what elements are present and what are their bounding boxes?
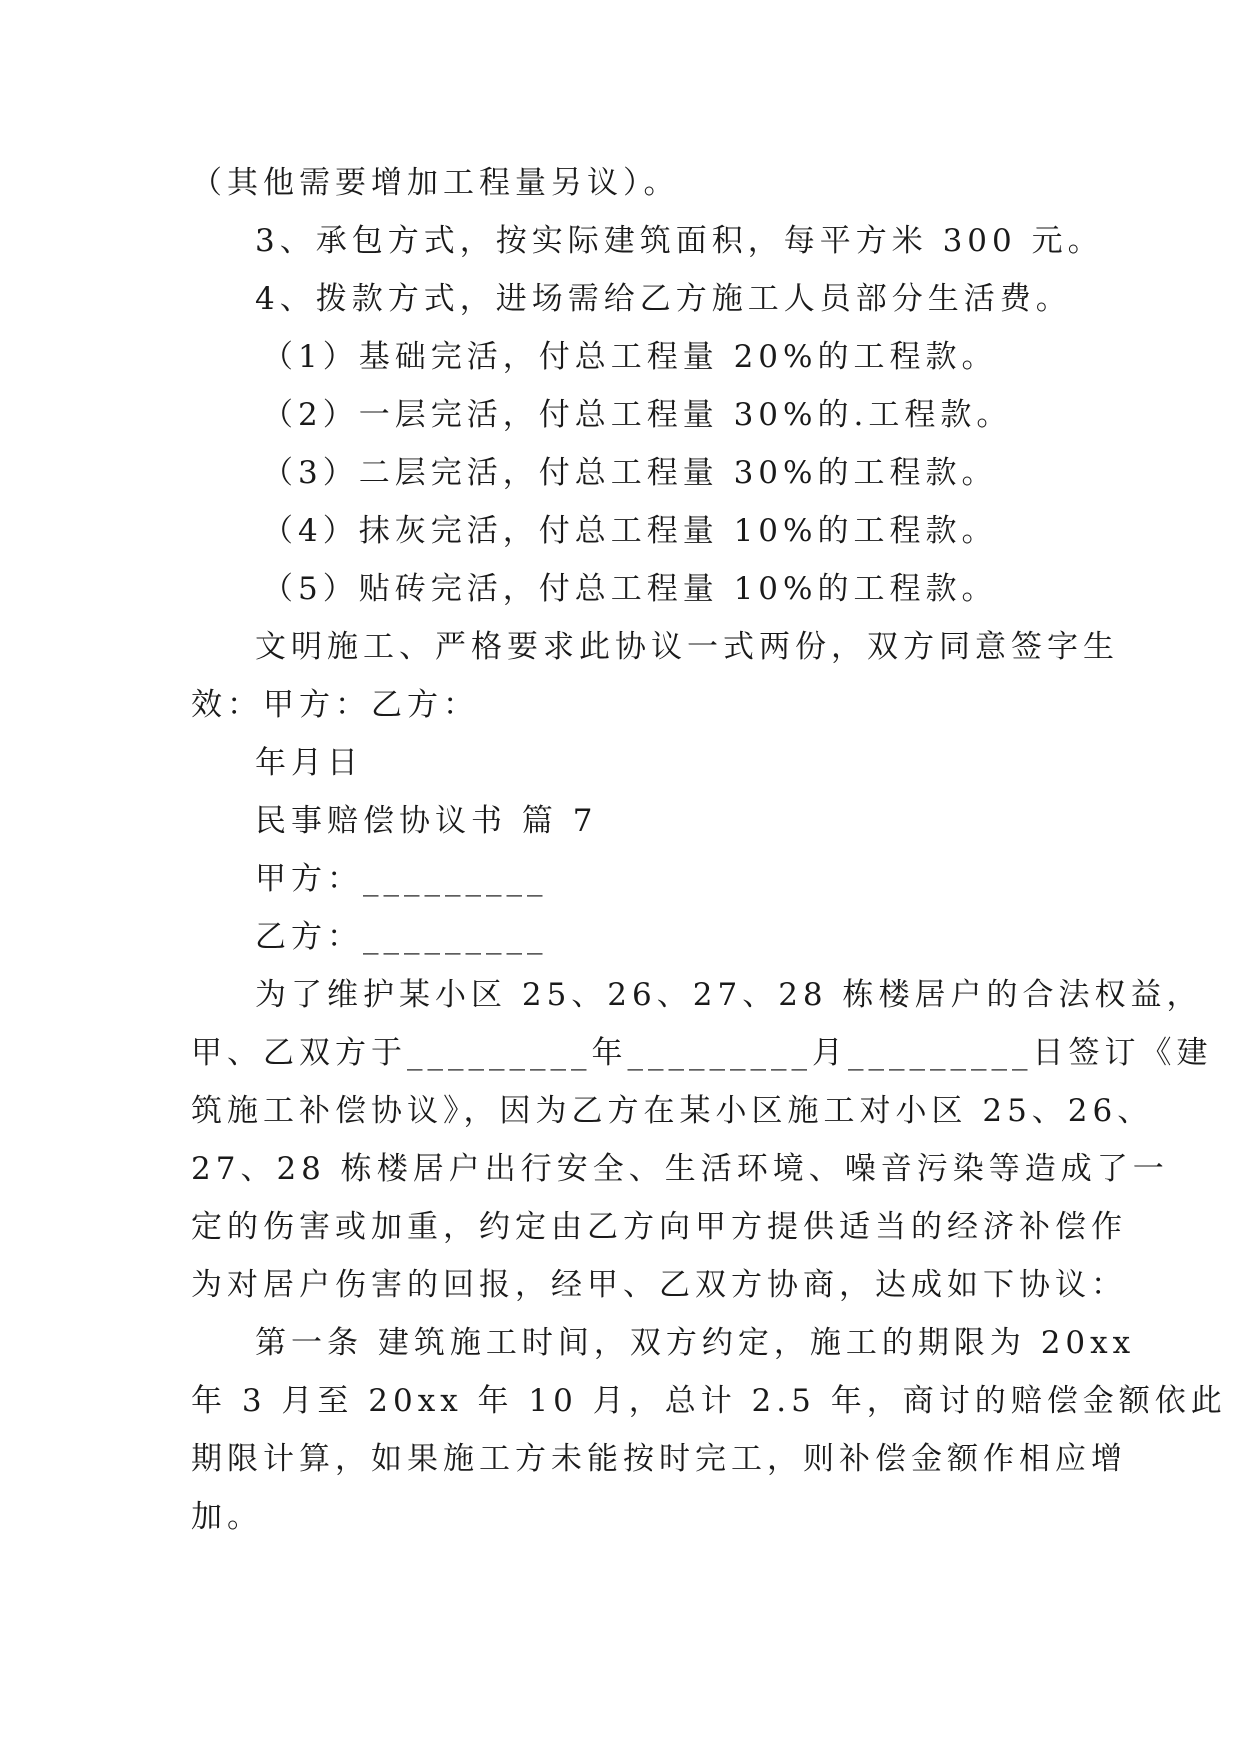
text-line-1: （其他需要增加工程量另议）。 <box>191 165 680 201</box>
text-line-7: （4）抹灰完活，付总工程量 10%的工程款。 <box>262 513 998 549</box>
section-heading: 民事赔偿协议书 篇 7 <box>255 803 598 839</box>
text-line-6: （3）二层完活，付总工程量 30%的工程款。 <box>262 455 998 491</box>
text-line-4: （1）基础完活，付总工程量 20%的工程款。 <box>262 339 998 375</box>
text-line-23: 期限计算，如果施工方未能按时完工，则补偿金额作相应增 <box>191 1441 1127 1477</box>
text-line-15: 为了维护某小区 25、26、27、28 栋楼居户的合法权益， <box>255 977 1203 1013</box>
text-line-14: 乙方：_________ <box>255 919 548 955</box>
text-line-18: 27、28 栋楼居户出行安全、生活环境、噪音污染等造成了一 <box>191 1151 1169 1187</box>
text-line-3: 4、拨款方式，进场需给乙方施工人员部分生活费。 <box>255 281 1072 317</box>
text-line-10: 效：甲方：乙方： <box>191 687 479 723</box>
text-line-22: 年 3 月至 20xx 年 10 月，总计 2.5 年，商讨的赔偿金额依此 <box>191 1383 1227 1419</box>
text-line-2: 3、承包方式，按实际建筑面积，每平方米 300 元。 <box>255 223 1104 259</box>
text-line-11: 年月日 <box>255 745 363 781</box>
text-line-17: 筑施工补偿协议》，因为乙方在某小区施工对小区 25、26、 <box>191 1093 1154 1129</box>
text-line-21: 第一条 建筑施工时间，双方约定，施工的期限为 20xx <box>255 1325 1136 1361</box>
text-line-20: 为对居户伤害的回报，经甲、乙双方协商，达成如下协议： <box>191 1267 1127 1303</box>
text-line-8: （5）贴砖完活，付总工程量 10%的工程款。 <box>262 571 998 607</box>
text-line-5: （2）一层完活，付总工程量 30%的.工程款。 <box>262 397 1013 433</box>
text-line-16: 甲、乙双方于_________年_________月_________日签订《建 <box>191 1035 1213 1071</box>
text-line-24: 加。 <box>191 1499 263 1535</box>
text-line-13: 甲方：_________ <box>255 861 548 897</box>
text-line-9: 文明施工、严格要求此协议一式两份，双方同意签字生 <box>255 629 1119 665</box>
text-line-19: 定的伤害或加重，约定由乙方向甲方提供适当的经济补偿作 <box>191 1209 1127 1245</box>
